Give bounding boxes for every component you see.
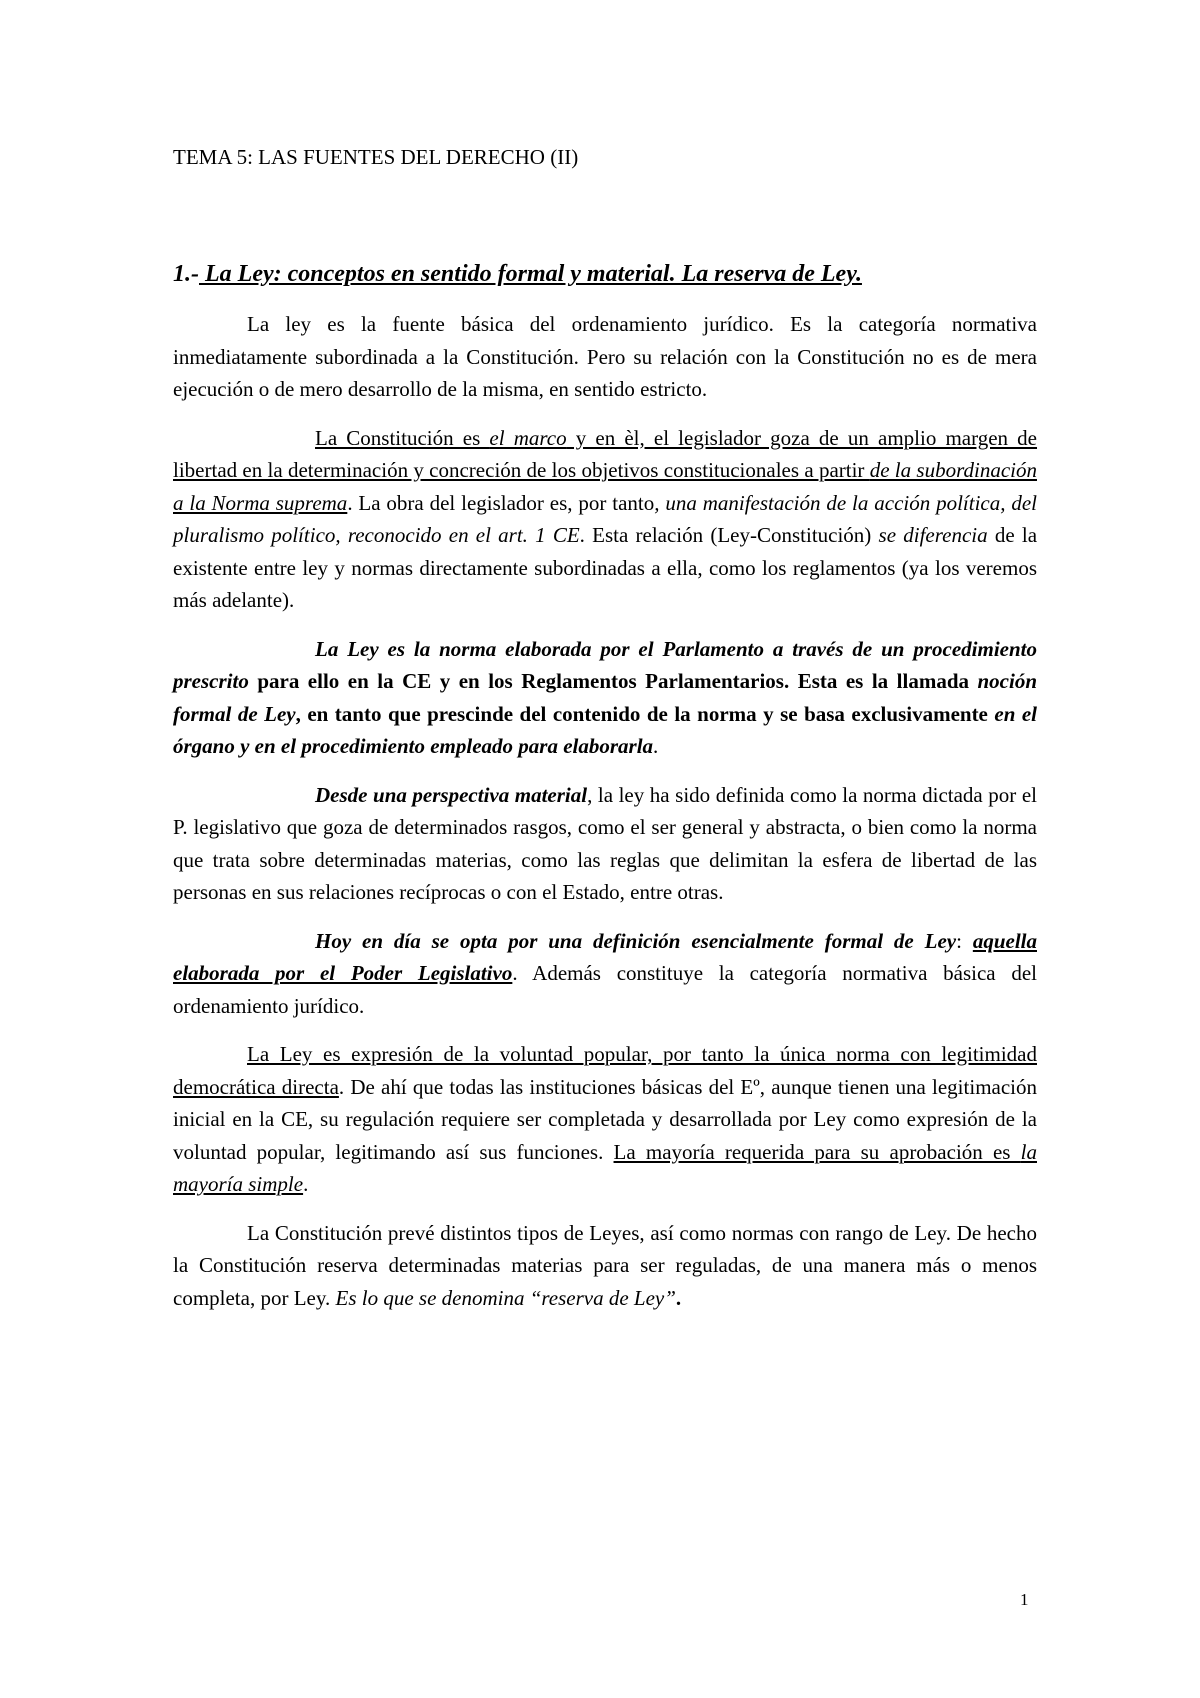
paragraph xyxy=(173,422,1037,617)
text-run: . xyxy=(675,1285,682,1310)
paragraph xyxy=(173,925,1037,1023)
text-run: noción formal de Ley xyxy=(173,669,1037,726)
text-run: de la existente entre ley y normas directamente subordinadas a ella, como los reglamentos (ya los veremos más adelante). xyxy=(173,523,1038,612)
text-run: . Además constituye la categoría normativa básica del ordenamiento jurídico. xyxy=(173,961,1037,1018)
text-run: se diferencia xyxy=(878,523,988,547)
text-run: , la ley ha sido definida como la norma dictada por el P. legislativo que goza de determinados rasgos, como el ser general y abstracta, o bien como la norma que trata sobre determinadas materias, como las reglas que delimitan la esfera de libertad de las personas en sus relaciones recíprocas o con el Estado, entre otras. xyxy=(173,782,1037,904)
text-run: Es lo que se denomina “reserva de Ley” xyxy=(335,1285,676,1310)
text-run: . xyxy=(303,1172,309,1196)
text-run: aquella elaborada por el Poder Legislativo xyxy=(173,928,1037,985)
paragraph xyxy=(173,1217,1037,1315)
text-run: . xyxy=(653,734,659,758)
section-heading xyxy=(173,260,1033,289)
text-run: para ello en la CE y en los Reglamentos Parlamentarios. Esta es la llamada xyxy=(248,669,978,693)
document-body xyxy=(173,308,1037,1330)
paragraph xyxy=(173,633,1037,763)
text-run: La mayoría requerida para su aprobación es xyxy=(613,1139,1021,1164)
section-number: 1.- xyxy=(173,261,199,287)
section-heading-text: La Ley: conceptos en sentido formal y material. La reserva de Ley. xyxy=(199,261,862,287)
text-run: La Constitución es xyxy=(315,425,490,450)
text-run: el marco xyxy=(489,425,567,450)
text-run: , en tanto que prescinde del contenido de la norma y se basa exclusivamente xyxy=(295,701,995,726)
document-title: TEMA 5: LAS FUENTES DEL DERECHO (II) xyxy=(173,145,579,169)
text-run: La Ley es expresión de la voluntad popular, por tanto la única norma con legitimidad democrática directa xyxy=(173,1042,1037,1099)
text-run: la mayoría simple xyxy=(173,1139,1037,1196)
text-run: y en èl, el legislador goza de un amplio margen de libertad en la determinación y concreción de los objetivos constitucionales a partir xyxy=(173,425,1038,482)
text-run: . La obra del legislador es, por tanto xyxy=(347,490,655,515)
text-run: . De ahí que todas las instituciones básicas del Eº, aunque tienen una legitimación inicial en la CE, su regulación requiere ser completada y desarrollada por Ley como expresión de la voluntad popular, legitimando así sus funciones. xyxy=(173,1074,1037,1164)
paragraph xyxy=(173,779,1037,909)
paragraph xyxy=(173,308,1037,406)
text-run: . Esta relación (Ley-Constitución) xyxy=(579,523,879,547)
text-run: , una manifestación de la acción política, del pluralismo político, reconocido en el art. 1 CE xyxy=(173,490,1038,547)
text-run: La Constitución prevé distintos tipos de Leyes, así como normas con rango de Ley. De hecho la Constitución reserva determinadas materias para ser reguladas, de una manera más o menos completa, por Ley. xyxy=(173,1220,1037,1310)
page-number: 1 xyxy=(1020,1590,1029,1609)
text-run: : xyxy=(956,928,973,953)
text-run: Hoy en día se opta por una definición esencialmente formal de Ley xyxy=(315,928,957,953)
text-run: de la subordinación a la Norma suprema xyxy=(173,458,1037,515)
text-run: Desde una perspectiva material xyxy=(315,782,588,807)
text-run: La ley es la fuente básica del ordenamiento jurídico. Es la categoría normativa inmediatamente subordinada a la Constitución. Pero su relación con la Constitución no es de mera ejecución o de mero desarrollo de la misma, en sentido estricto. xyxy=(173,312,1037,401)
text-run: La Ley es la norma elaborada por el Parlamento a través de un procedimiento prescrito xyxy=(173,636,1037,693)
text-run: en el órgano y en el procedimiento empleado para elaborarla xyxy=(173,701,1038,758)
paragraph xyxy=(173,1038,1037,1201)
